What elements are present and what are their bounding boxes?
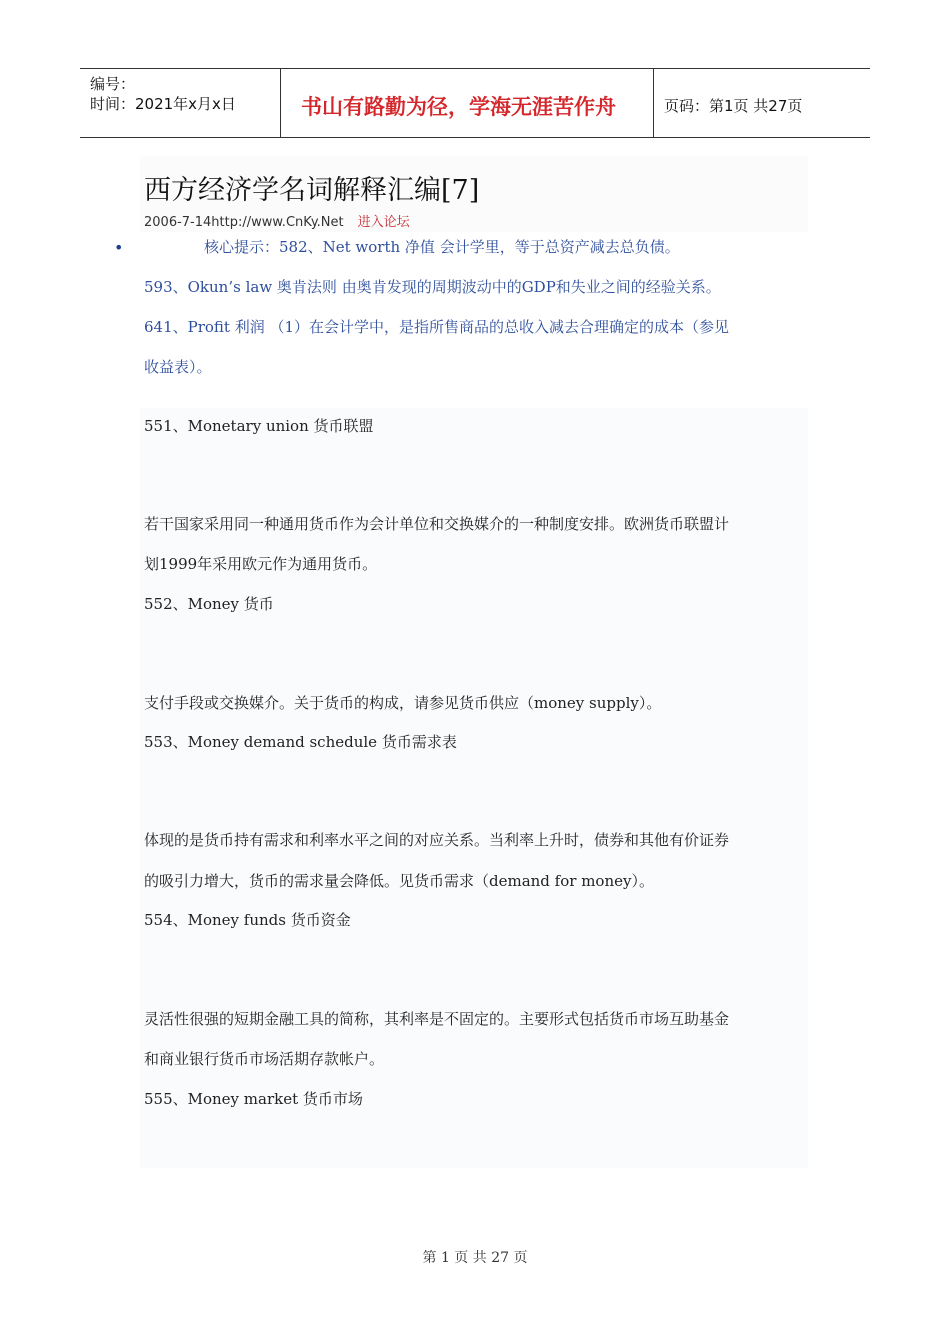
entry-text: 灵活性很强的短期金融工具的简称，其利率是不固定的。主要形式包括货币市场互助基金 [144,1010,730,1028]
header-motto: 书山有路勤为径，学海无涯苦作舟 [301,94,616,119]
entry-text: 的吸引力增大，货币的需求量会降低。见货币需求（demand for money）。 [144,872,654,890]
entry-text: 划1999年采用欧元作为通用货币。 [144,555,378,573]
entry-heading: 555、Money market 货币市场 [144,1090,363,1108]
header-page-info: 页码：第1页 共27页 [664,97,803,115]
header-cell-page [654,69,870,137]
entry-text: 体现的是货币持有需求和利率水平之间的对应关系。当利率上升时，债券和其他有价证券 [144,831,730,849]
summary-bullet: • [114,238,124,257]
summary-line: 核心提示：582、Net worth 净值 会计学里，等于总资产减去总负债。 [204,238,680,256]
entry-heading: 551、Monetary union 货币联盟 [144,417,374,435]
header-cell-info [80,69,281,137]
entry-text: 若干国家采用同一种通用货币作为会计单位和交换媒介的一种制度安排。欧洲货币联盟计 [144,515,730,533]
header-cell-motto [281,69,654,137]
entry-heading: 554、Money funds 货币资金 [144,911,351,929]
document-number-label: 编号： [90,75,136,93]
document-time-label: 时间：2021年x月x日 [90,95,236,113]
entry-text: 和商业银行货币市场活期存款帐户。 [144,1050,385,1068]
summary-line: 收益表）。 [144,358,212,376]
header-table [80,68,870,138]
article-date-source: 2006-7-14http://www.CnKy.Net [144,215,344,230]
summary-line: 593、Okun’s law 奥肯法则 由奥肯发现的周期波动中的GDP和失业之间的经验关系。 [144,278,721,296]
page-footer: 第 1 页 共 27 页 [422,1250,528,1266]
forum-link[interactable]: 进入论坛 [357,215,410,230]
article-meta [144,211,410,230]
article-title: 西方经济学名词解释汇编[7] [144,175,480,206]
entry-heading: 553、Money demand schedule 货币需求表 [144,733,457,751]
entry-heading: 552、Money 货币 [144,595,274,613]
summary-line: 641、Profit 利润 （1）在会计学中，是指所售商品的总收入减去合理确定的成本（参见 [144,318,730,336]
entry-text: 支付手段或交换媒介。关于货币的构成，请参见货币供应（money supply）。 [144,694,662,712]
